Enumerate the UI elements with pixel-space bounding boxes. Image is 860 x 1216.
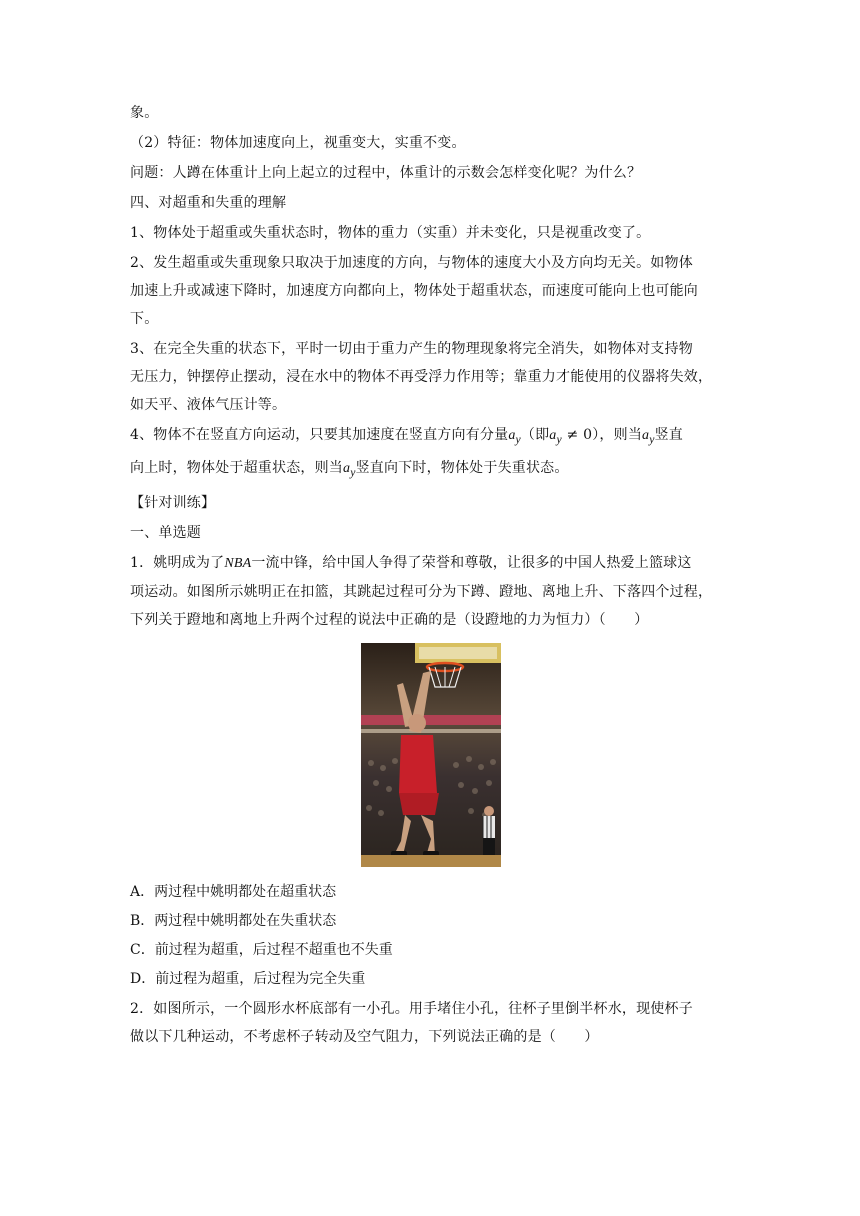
text-line: 加速上升或减速下降时，加速度方向都向上，物体处于超重状态，而速度可能向上也可能向 xyxy=(130,283,698,299)
paragraph-3 xyxy=(130,338,730,416)
text-line xyxy=(130,424,730,451)
text-run: （即 xyxy=(520,427,550,443)
options-list xyxy=(130,881,730,990)
math-subscript: y xyxy=(350,465,356,479)
option-b: B．两过程中姚明都处在失重状态 xyxy=(130,912,337,929)
text-run: 4、物体不在竖直方向运动，只要其加速度在竖直方向有分量 xyxy=(130,427,509,443)
text-line: 1、物体处于超重或失重状态时，物体的重力（实重）并未变化，只是视重改变了。 xyxy=(130,225,651,241)
math-symbol: a xyxy=(508,428,516,443)
paragraph-2 xyxy=(130,252,730,330)
text-line: 3、在完全失重的状态下，平时一切由于重力产生的物理现象将完全消失，如物体对支持物 xyxy=(130,341,693,357)
option-a: A．两过程中姚明都处在超重状态 xyxy=(130,883,337,900)
question-line: 做以下几种运动，不考虑杯子转动及空气阻力，下列说法正确的是（ ） xyxy=(130,1028,599,1045)
section-heading: 一、单选题 xyxy=(130,524,201,541)
question-line: 项运动。如图所示姚明正在扣篮，其跳起过程可分为下蹲、蹬地、离地上升、下落四个过程， xyxy=(130,583,713,600)
text-run: 竖直 xyxy=(654,427,684,443)
text-line: 如天平、液体气压计等。 xyxy=(130,397,287,413)
text-run: ），则当 xyxy=(592,427,643,443)
text-line: 无压力，钟摆停止摆动，浸在水中的物体不再受浮力作用等；靠重力才能使用的仪器将失效， xyxy=(130,369,713,385)
basketball-dunk-photo xyxy=(361,643,501,867)
text-line: 象。 xyxy=(130,105,159,121)
text-line xyxy=(130,457,730,484)
section-heading: 【针对训练】 xyxy=(130,494,216,511)
math-subscript: y xyxy=(649,432,655,446)
question-line: 问题：人蹲在体重计上向上起立的过程中，体重计的示数会怎样变化呢？为什么？ xyxy=(130,165,642,181)
nba-text: NBA xyxy=(224,555,252,571)
option-c: C．前过程为超重，后过程不超重也不失重 xyxy=(130,941,393,958)
text-run: 一流中锋，给中国人争得了荣誉和尊敬，让很多的中国人热爱上篮球这 xyxy=(251,554,692,571)
math-symbol: a xyxy=(549,428,557,443)
document-body xyxy=(130,102,730,1048)
math-symbol: a xyxy=(343,460,351,476)
math-neq: ≠ 0 xyxy=(561,427,593,443)
question-1 xyxy=(130,552,730,631)
section-heading: 四、对超重和失重的理解 xyxy=(130,195,287,211)
math-subscript: y xyxy=(515,432,521,446)
option-d: D．前过程为超重，后过程为完全失重 xyxy=(130,970,366,987)
text-line: （2）特征：物体加速度向上，视重变大，实重不变。 xyxy=(130,135,466,151)
text-line: 下。 xyxy=(130,311,159,327)
text-run: 向上时，物体处于超重状态，则当 xyxy=(130,459,343,476)
text-run: 竖直向下时，物体处于失重状态。 xyxy=(355,459,569,476)
math-symbol: a xyxy=(642,428,650,443)
question-line xyxy=(130,552,730,575)
figure-container xyxy=(130,643,730,867)
math-subscript: y xyxy=(556,432,562,446)
question-line: 下列关于蹬地和离地上升两个过程的说法中正确的是（设蹬地的力为恒力）（ ） xyxy=(130,611,649,628)
text-run: 1．姚明成为了 xyxy=(130,554,225,571)
question-2 xyxy=(130,998,730,1048)
question-line: 2．如图所示，一个圆形水杯底部有一小孔。用手堵住小孔，往杯子里倒半杯水，现使杯子 xyxy=(130,1000,693,1017)
text-line: 2、发生超重或失重现象只取决于加速度的方向，与物体的速度大小及方向均无关。如物体 xyxy=(130,255,693,271)
paragraph-4 xyxy=(130,424,730,484)
